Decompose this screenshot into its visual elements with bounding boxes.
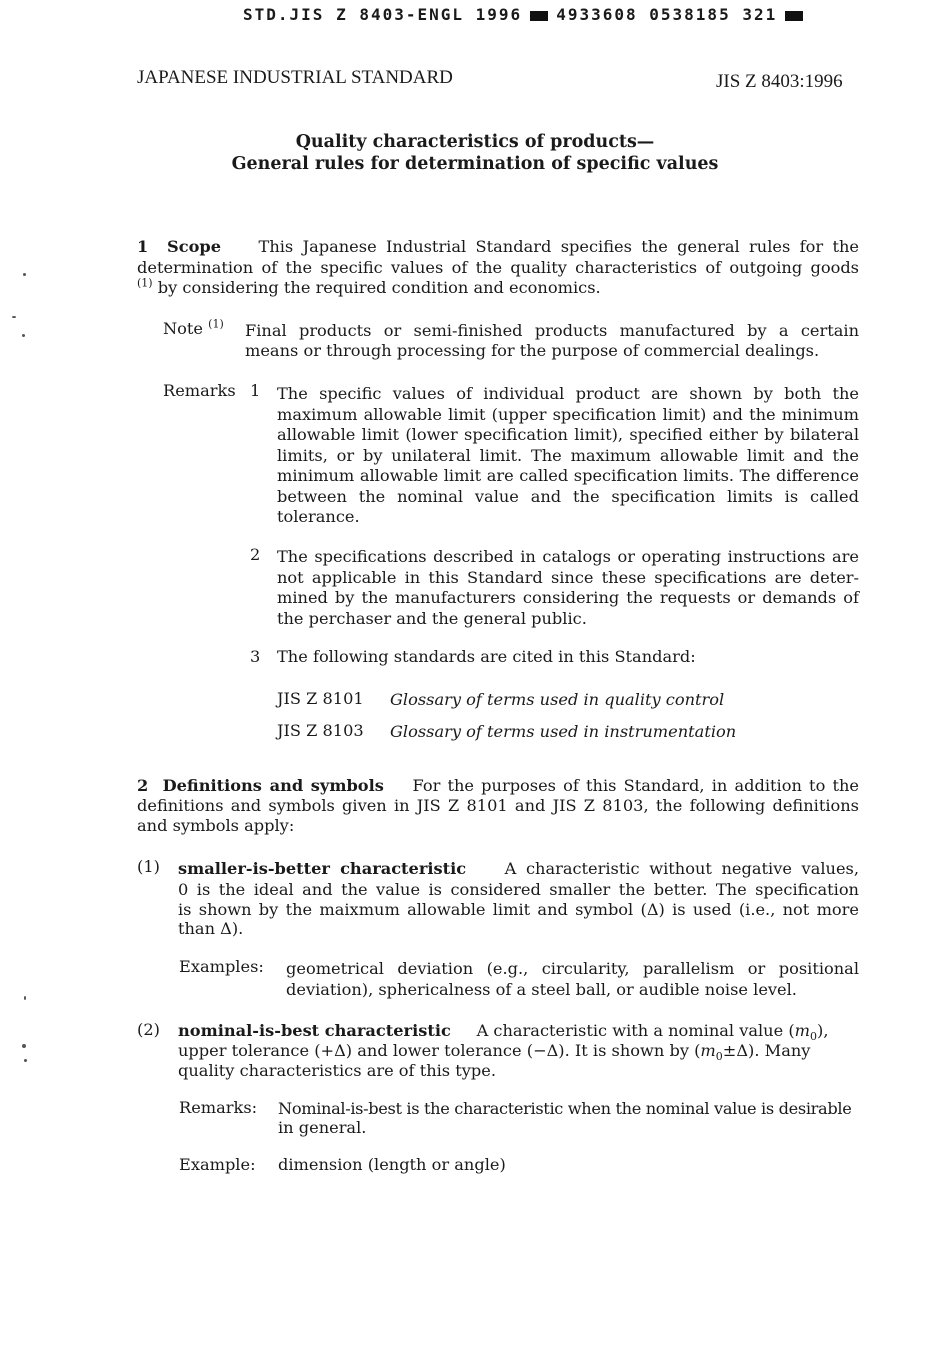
note-line-1: Final products or semi-finished products manufactured by a certain (245, 321, 859, 340)
definition-1-line-4: than Δ). (178, 919, 244, 938)
remark-1-line: minimum allowable limit are called specification limits. The difference (277, 466, 859, 485)
definition-2-text-2b: ±Δ). Many (722, 1041, 811, 1060)
stamp-number-3: 321 (742, 5, 778, 24)
nominal-symbol-subscript: 0 (715, 1050, 723, 1064)
remarks-label: Remarks (163, 381, 236, 400)
stamp-number-1: 4933608 (556, 5, 638, 24)
remark-1-line: allowable limit (lower specification limit), specified either by bilateral (277, 425, 859, 444)
scan-speck (24, 1059, 27, 1062)
definition-1-example-line-2: deviation), sphericalness of a steel ball, or audible noise level. (286, 980, 797, 999)
cited-standard-code: JIS Z 8103 (277, 721, 364, 740)
definitions-line-3: and symbols apply: (137, 816, 295, 835)
remark-1-line: tolerance. (277, 507, 360, 526)
scan-speck (12, 316, 16, 318)
cited-standard-title: Glossary of terms used in quality control (390, 690, 725, 709)
stamp-block-mark (530, 11, 548, 21)
definition-2-remark-line-2: in general. (278, 1118, 367, 1137)
remark-1-line: The specific values of individual product are shown by both the (277, 384, 859, 403)
remark-2-line: mined by the manufacturers considering the requests or demands of (277, 588, 859, 607)
definition-1-examples-label: Examples: (179, 957, 264, 976)
definition-2-text-1a: A characteristic with a nominal value ( (476, 1021, 795, 1040)
remark-1-line: maximum allowable limit (upper specification limit) and the minimum (277, 404, 859, 424)
remark-3-number: 3 (250, 647, 261, 666)
scope-heading: Scope (167, 237, 221, 256)
scope-heading-number: 1 (137, 237, 149, 256)
definition-1-example-line-1: geometrical deviation (e.g., circularity, parallelism or positional (286, 959, 859, 978)
note-label (163, 319, 224, 340)
scope-note-reference: (1) (137, 276, 153, 290)
definitions-heading-number: 2 (137, 776, 149, 795)
scan-speck (22, 334, 25, 337)
remark-1-line: between the nominal value and the specification limits is called (277, 486, 859, 506)
document-title-line1: Quality characteristics of products— (295, 132, 655, 152)
remark-1-number: 1 (250, 381, 261, 400)
definition-1-number: (1) (137, 857, 160, 876)
scan-speck (24, 996, 26, 1000)
remark-2-line: the perchaser and the general public. (277, 608, 587, 628)
remark-1-body (277, 384, 859, 528)
stamp-block-mark (785, 11, 803, 21)
header-standard-name: JAPANESE INDUSTRIAL STANDARD (137, 67, 453, 88)
definitions-line-2: definitions and symbols given in JIS Z 8101 and JIS Z 8103, the following definitions (137, 796, 859, 815)
definition-2-line-2 (178, 1041, 810, 1062)
document-title-line2: General rules for determination of specific values (231, 154, 719, 174)
remark-2-line: The specifications described in catalogs or operating instructions are (277, 547, 859, 566)
definition-1-line-3: is shown by the maixmum allowable limit and symbol (Δ) is used (i.e., not more (178, 900, 859, 919)
remark-2-number: 2 (250, 545, 261, 564)
remark-1-line: limits, or by unilateral limit. The maximum allowable limit and the (277, 445, 859, 465)
remark-3-line: The following standards are cited in this Standard: (277, 647, 696, 666)
nominal-symbol-m: m (700, 1041, 716, 1060)
scope-text-1: This Japanese Industrial Standard specifies the general rules for the (258, 237, 860, 256)
cited-standard-title: Glossary of terms used in instrumentation (390, 722, 737, 741)
nominal-symbol-m: m (794, 1021, 811, 1040)
definition-2-line-1 (178, 1021, 859, 1042)
definition-2-number: (2) (137, 1020, 160, 1039)
definition-2-remarks-label: Remarks: (179, 1098, 258, 1117)
definition-2-example-text: dimension (length or angle) (278, 1155, 506, 1174)
scope-line-1 (137, 237, 859, 258)
definitions-text-1: For the purposes of this Standard, in addition to the (412, 776, 859, 795)
scan-speck (23, 273, 26, 276)
definitions-heading: Definitions and symbols (162, 776, 384, 795)
scope-line-2: determination of the specific values of the quality characteristics of outgoing goods (137, 258, 859, 277)
note-line-2: means or through processing for the purpose of commercial dealings. (245, 341, 820, 360)
cited-standard-code: JIS Z 8101 (277, 689, 364, 708)
note-number: (1) (208, 317, 224, 331)
scope-text-3: by considering the required condition and economics. (157, 278, 601, 297)
header-standard-number: JIS Z 8403:1996 (716, 71, 843, 92)
remark-2-body (277, 547, 859, 629)
definition-2-example-label: Example: (179, 1155, 256, 1174)
document-stamp (243, 5, 811, 24)
nominal-symbol-subscript: 0 (810, 1030, 818, 1044)
definition-1-line-2: 0 is the ideal and the value is considered smaller the better. The specification (178, 880, 859, 899)
definition-2-text-1b: ), (817, 1021, 829, 1040)
stamp-code: STD.JIS Z 8403-ENGL 1996 (243, 5, 523, 24)
scope-line-3 (137, 278, 601, 299)
scan-speck (22, 1044, 26, 1048)
definition-2-line-3: quality characteristics are of this type. (178, 1061, 496, 1080)
definition-1-term: smaller-is-better characteristic (178, 859, 467, 878)
definitions-line-1 (137, 776, 859, 797)
definition-2-term: nominal-is-best characteristic (178, 1021, 451, 1040)
definition-2-text-2a: upper tolerance (+Δ) and lower tolerance (−Δ). It is shown by ( (178, 1041, 701, 1060)
definition-1-line-1 (178, 859, 859, 880)
stamp-number-2: 0538185 (649, 5, 731, 24)
note-label-text: Note (163, 319, 203, 338)
remark-2-line: not applicable in this Standard since these specifications are deter- (277, 567, 859, 587)
definition-1-text-1: A characteristic without negative values, (504, 859, 859, 878)
definition-2-remark-line-1: Nominal-is-best is the characteristic when the nominal value is desirable (278, 1099, 852, 1118)
